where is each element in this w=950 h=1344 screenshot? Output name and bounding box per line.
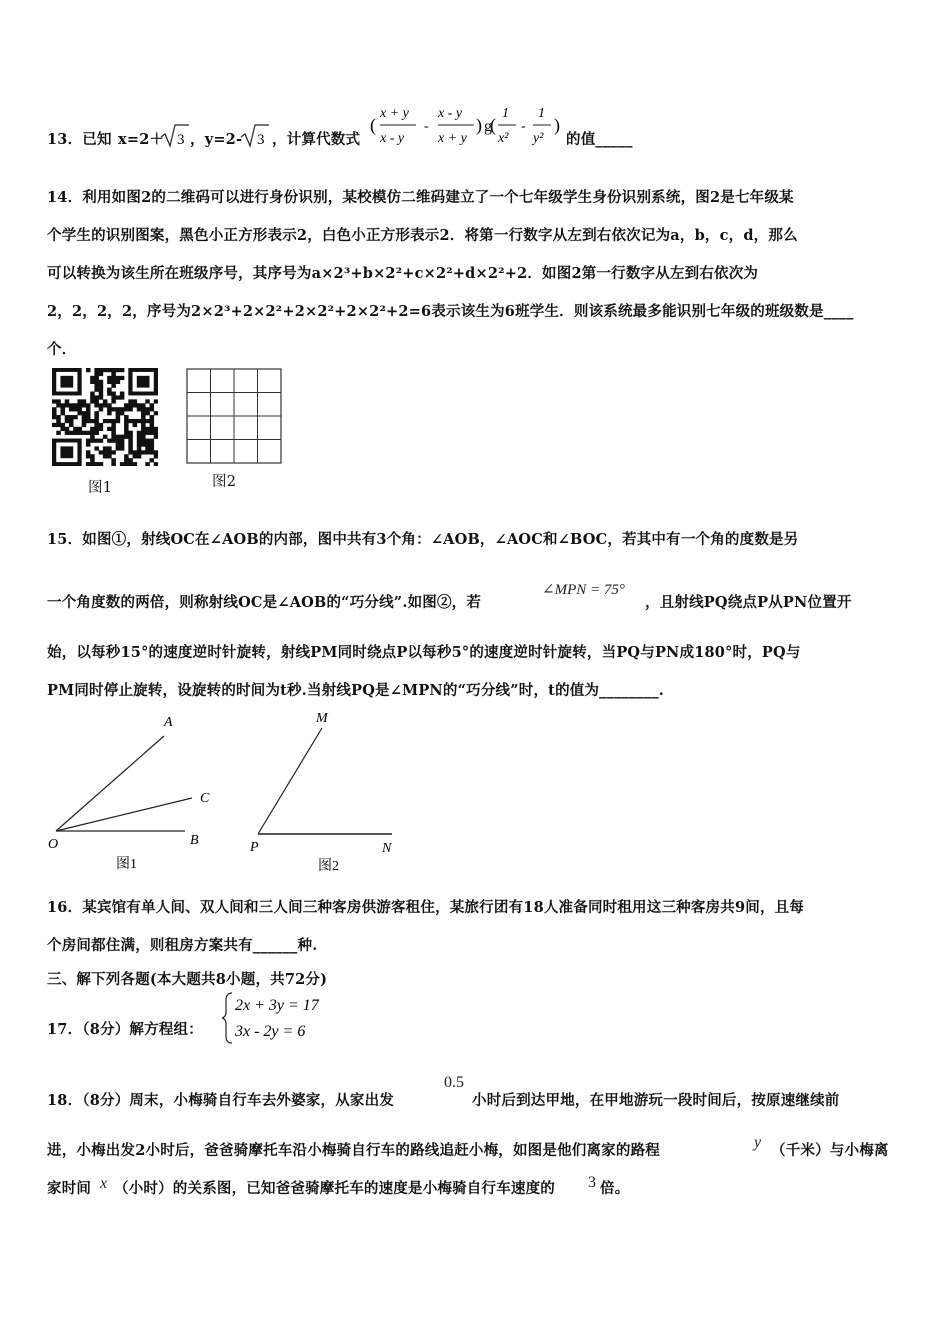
multiply-glyph: g [484,118,492,135]
fraction-2-numerator: x - y [438,106,463,121]
q14-line-2: 个学生的识别图案，黑色小正方形表示2，白色小正方形表示2．将第一行数字从左到右依次记为a，b，c，d，那么 [47,227,798,244]
q18-line-3c: 倍。 [600,1180,630,1197]
q18-line-2b: （千米）与小梅离 [771,1142,889,1159]
right-paren: ) [476,115,482,135]
figure-1-caption-angles: 图1 [116,857,137,872]
figure-2-caption: 图2 [212,474,237,490]
q15-line-2a: 一个角度数的两倍，则称射线OC是∠AOB的“巧分线”.如图②，若 [47,594,482,611]
q14-line-3: 可以转换为该生所在班级序号，其序号为a×2³+b×2²+c×2²+d×2²+2．如图2第一行数字从左到右依次为 [47,265,759,282]
fraction-2-denominator: x + y [438,131,467,146]
value-3: 3 [588,1174,596,1191]
fraction-4-denominator: y² [533,131,544,146]
fraction-3-numerator: 1 [502,106,509,121]
minus-sign-1: - [424,119,429,134]
q13-tail: 的值_____ [566,131,633,148]
sqrt-radicand-1: 3 [177,132,185,148]
value-0-5: 0.5 [444,1074,464,1091]
label-o: O [48,837,59,852]
q15-line-3: 始，以每秒15°的速度逆时针旋转，射线PM同时绕点P以每秒5°的速度逆时针旋转，当PQ与PN成180°时，PQ与 [47,644,801,661]
label-b: B [190,833,199,848]
q13-x-definition: x=2＋ [118,131,165,148]
sqrt-radicand-2: 3 [257,132,265,148]
ray-pm [258,728,322,834]
q16-line-1: 16．某宾馆有单人间、双人间和三人间三种客房供游客租住，某旅行团有18人准备同时租用这三种客房共9间，且每 [47,899,805,916]
fraction-3-denominator: x² [498,131,509,146]
q16-line-2: 个房间都住满，则租房方案共有______种. [47,937,318,954]
sqrt-symbol-2 [240,120,270,148]
q18-line-2a: 进，小梅出发2小时后，爸爸骑摩托车沿小梅骑自行车的路线追赶小梅，如图是他们离家的路程 [47,1142,660,1159]
figure-1-caption: 图1 [88,480,113,496]
label-p: P [250,840,259,855]
algebraic-expression [368,100,568,152]
q13-compute-label: ，计算代数式 [272,131,361,148]
label-m: M [316,711,328,726]
q17-label: 17．（8分）解方程组： [47,1021,203,1038]
fraction-4-numerator: 1 [538,106,545,121]
left-paren: ( [370,115,376,135]
figure-2-caption-angles: 图2 [318,859,339,874]
brace-icon [222,993,232,1043]
q15-line-4: PM同时停止旋转，设旋转的时间为t秒.当射线PQ是∠MPN的“巧分线”时，t的值为________. [47,682,665,699]
q18-line-3b: （小时）的关系图，已知爸爸骑摩托车的速度是小梅骑自行车速度的 [114,1180,555,1197]
q18-line-1b: 小时后到达甲地，在甲地游玩一段时间后，按原速继续前 [472,1092,840,1109]
variable-y: y [754,1134,762,1151]
equation-1: 2x + 3y = 17 [235,997,319,1014]
right-paren-2: ) [554,115,560,135]
q18-line-1a: 18．（8分）周末，小梅骑自行车去外婆家，从家出发 [47,1092,395,1109]
ray-oa [56,736,164,831]
qr-code-image [52,368,158,466]
id-grid-figure [186,368,282,464]
minus-sign-2: - [521,119,526,134]
label-n: N [382,841,392,856]
variable-x: x [100,1175,108,1192]
sqrt-symbol-1 [160,120,190,148]
q14-line-4: 2，2，2，2，序号为2×2³+2×2²+2×2²+2×2²+2=6表示该生为6班学生．则该系统最多能识别七年级的班级数是____ [47,303,854,320]
label-a: A [164,715,173,730]
left-paren-2: ( [490,115,496,135]
section-3-heading: 三、解下列各题(本大题共8小题，共72分) [47,971,328,988]
angle-figures [40,706,420,876]
q15-line-2b: ，且射线PQ绕点P从PN位置开 [645,594,852,611]
ray-oc [56,798,192,831]
equation-2: 3x - 2y = 6 [235,1023,306,1040]
q14-line-5: 个． [47,341,77,358]
fraction-1-numerator: x + y [380,106,409,121]
angle-mpn-expression: ∠MPN = 75° [542,582,625,598]
q14-line-1: 14．利用如图2的二维码可以进行身份识别，某校模仿二维码建立了一个七年级学生身份识别系统，图2是七年级某 [47,189,794,206]
equation-system [222,990,342,1046]
q13-number: 13．已知 [47,131,112,148]
label-c: C [200,791,210,806]
q18-line-3a: 家时间 [47,1180,92,1197]
fraction-1-denominator: x - y [380,131,405,146]
q15-line-1: 15．如图①，射线OC在∠AOB的内部，图中共有3个角：∠AOB，∠AOC和∠BOC，若其中有一个角的度数是另 [47,531,799,548]
q13-y-definition: ，y=2- [190,131,243,148]
